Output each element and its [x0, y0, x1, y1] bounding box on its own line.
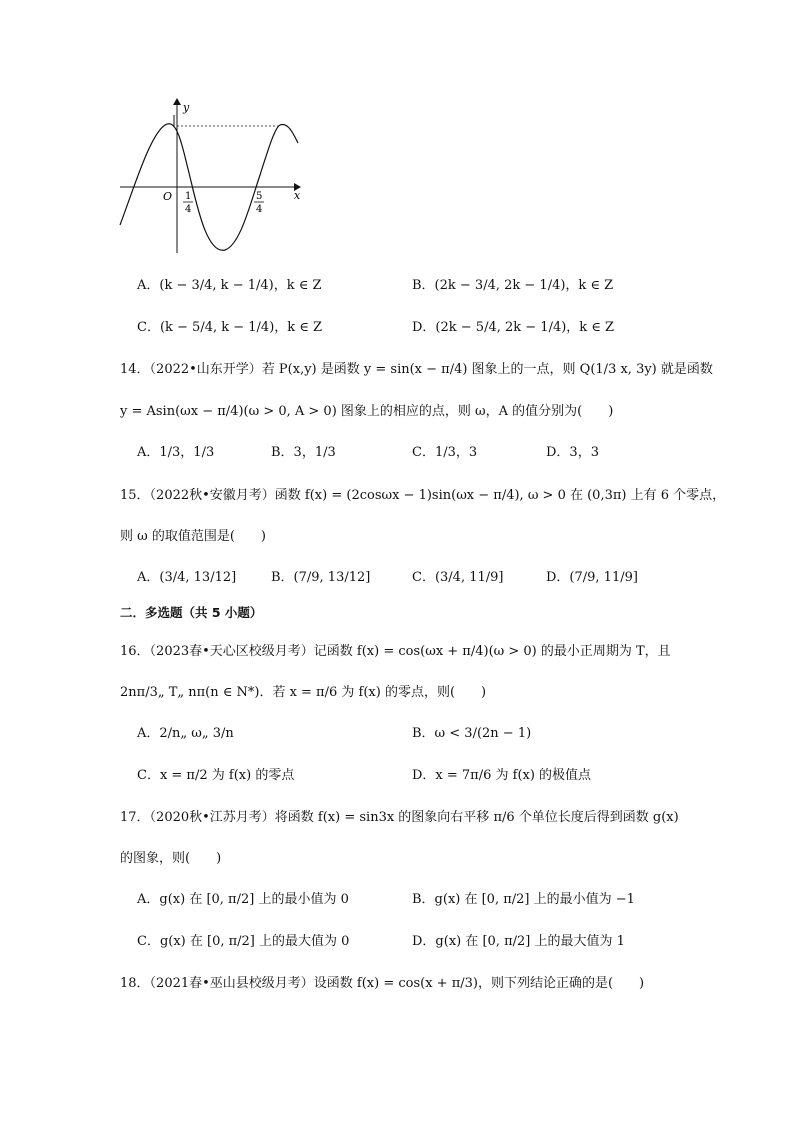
q16-option-a[interactable]: A．2/n„ ω„ 3/n: [137, 726, 234, 741]
q17-stem-line2: 的图象，则( ): [120, 851, 222, 866]
y-axis-label: y: [183, 101, 190, 114]
q14-option-d[interactable]: D．3，3: [546, 445, 599, 460]
tick1-num: 1: [185, 191, 192, 202]
tick2-den: 4: [256, 204, 263, 215]
q15-option-a[interactable]: A．(3/4, 13/12]: [137, 570, 237, 585]
q13-option-a[interactable]: A．(k − 3/4, k − 1/4)，k ∈ Z: [137, 278, 322, 293]
q15-option-d[interactable]: D．(7/9, 11/9]: [546, 570, 638, 585]
q16-option-c[interactable]: C．x = π/2 为 f(x) 的零点: [137, 768, 295, 783]
q16-option-d[interactable]: D．x = 7π/6 为 f(x) 的极值点: [412, 768, 592, 783]
q14-option-b[interactable]: B．3，1/3: [271, 445, 336, 460]
q15-option-b[interactable]: B．(7/9, 13/12]: [271, 570, 371, 585]
q17-option-d[interactable]: D．g(x) 在 [0, π/2] 上的最大值为 1: [412, 934, 625, 949]
q14-stem-line1: 14．（2022•山东开学）若 P(x,y) 是函数 y = sin(x − π/4) 图象上的一点，则 Q(1/3 x, 3y) 就是函数: [120, 362, 713, 377]
q17-stem-line1: 17．（2020秋•江苏月考）将函数 f(x) = sin3x 的图象向右平移 π/6 个单位长度后得到函数 g(x): [120, 810, 679, 825]
q17-option-a[interactable]: A．g(x) 在 [0, π/2] 上的最小值为 0: [137, 892, 349, 907]
q16-option-b[interactable]: B．ω < 3/(2n − 1): [412, 726, 532, 741]
q13-option-b[interactable]: B．(2k − 3/4, 2k − 1/4)，k ∈ Z: [412, 278, 614, 293]
q17-option-c[interactable]: C．g(x) 在 [0, π/2] 上的最大值为 0: [137, 934, 350, 949]
q14-option-c[interactable]: C．1/3，3: [412, 445, 478, 460]
q17-option-b[interactable]: B．g(x) 在 [0, π/2] 上的最小值为 −1: [412, 892, 635, 907]
x-axis-label: x: [294, 189, 301, 202]
q14-stem-line2: y = Asin(ωx − π/4)(ω > 0, A > 0) 图象上的相应的点，则 ω，A 的值分别为( ): [120, 404, 614, 419]
section-heading: 二．多选题（共 5 小题）: [120, 605, 263, 620]
q15-option-c[interactable]: C．(3/4, 11/9]: [412, 570, 504, 585]
sine-graph: [110, 95, 310, 260]
origin-label: O: [163, 190, 173, 203]
tick1-den: 4: [185, 204, 192, 215]
tick2-num: 5: [256, 191, 263, 202]
q14-option-a[interactable]: A．1/3，1/3: [137, 445, 215, 460]
q16-stem-line1: 16．（2023春•天心区校级月考）记函数 f(x) = cos(ωx + π/4)(ω > 0) 的最小正周期为 T，且: [120, 644, 671, 659]
q15-stem-line1: 15．（2022秋•安徽月考）函数 f(x) = (2cosωx − 1)sin(ωx − π/4), ω > 0 在 (0,3π) 上有 6 个零点，: [120, 488, 726, 503]
q13-option-c[interactable]: C．(k − 5/4, k − 1/4)，k ∈ Z: [137, 320, 323, 335]
q15-stem-line2: 则 ω 的取值范围是( ): [120, 529, 267, 544]
q16-stem-line2: 2nπ/3„ T„ nπ(n ∈ N*)．若 x = π/6 为 f(x) 的零点，则( ): [120, 685, 487, 700]
q18-stem-line1: 18．（2021春•巫山县校级月考）设函数 f(x) = cos(x + π/3)，则下列结论正确的是( ): [120, 976, 645, 991]
q13-option-d[interactable]: D．(2k − 5/4, 2k − 1/4)，k ∈ Z: [412, 320, 615, 335]
